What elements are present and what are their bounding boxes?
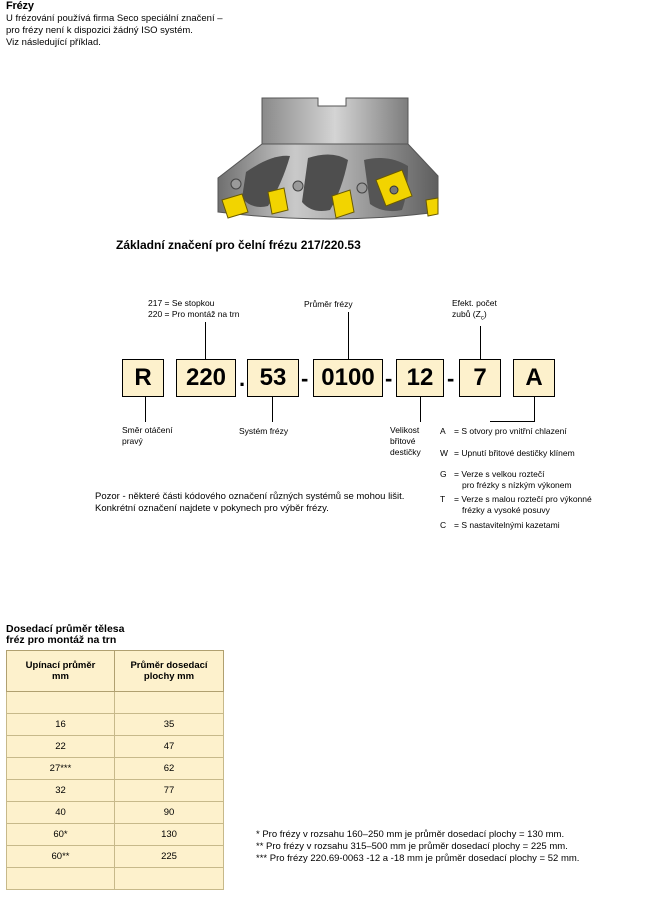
teeth-label-line: Efekt. počet: [452, 298, 497, 308]
legend-text: frézky a vysoké posuvy: [462, 505, 550, 515]
table-title: [6, 624, 124, 646]
table-row: [7, 802, 224, 824]
table-cell: 77: [115, 780, 224, 802]
table-cell: [7, 692, 115, 714]
table-row: [7, 758, 224, 780]
leader-line: [490, 421, 535, 422]
footnotes: [256, 829, 579, 865]
designation-title: Základní značení pro čelní frézu 217/220.53: [116, 238, 361, 252]
table-row: [7, 736, 224, 758]
teeth-label-close: ): [483, 309, 487, 319]
legend-item: [440, 494, 592, 516]
table-title-line: fréz pro montáž na trn: [6, 634, 117, 646]
table-cell: [115, 868, 224, 890]
type-label-line: 217 = Se stopkou: [148, 298, 215, 308]
insert-size-label: [390, 425, 421, 458]
code-box-diameter: 0100: [313, 359, 383, 397]
table-cell: 35: [115, 714, 224, 736]
code-separator: -: [447, 366, 455, 391]
legend-item: [440, 520, 560, 531]
column-header: [115, 651, 224, 692]
intro-line: pro frézy není k dispozici žádný ISO systém.: [6, 25, 193, 36]
legend-key: A: [440, 426, 446, 436]
legend-text: pro frézky s nízkým výkonem: [462, 480, 572, 490]
leader-line: [205, 322, 206, 359]
table-cell: 225: [115, 846, 224, 868]
column-header-text: plochy mm: [143, 671, 195, 682]
teeth-label-text: zubů (Z: [452, 309, 481, 319]
type-label: [148, 298, 239, 320]
legend-key: T: [440, 494, 446, 504]
teeth-label-line: [452, 309, 497, 325]
type-label-line: 220 = Pro montáž na trn: [148, 309, 240, 319]
legend-key: W: [440, 448, 449, 458]
legend-key: C: [440, 520, 447, 530]
insert-size-label-line: břitové: [390, 436, 416, 446]
system-label: Systém frézy: [239, 426, 289, 436]
table-row: [7, 824, 224, 846]
leader-line: [272, 397, 273, 422]
intro-line: Viz následující příklad.: [6, 37, 101, 48]
table-row: [7, 692, 224, 714]
code-separator: .: [239, 366, 246, 391]
face-mill-illustration: [212, 94, 448, 226]
code-box-variant: A: [513, 359, 555, 397]
table-cell: [115, 692, 224, 714]
table-title-line: Dosedací průměr tělesa: [6, 623, 125, 635]
table-row: [7, 780, 224, 802]
intro-text: [6, 13, 223, 49]
legend-text: = Verze s velkou roztečí: [454, 469, 545, 479]
rotation-label-line: Směr otáčení: [122, 425, 173, 435]
code-box-insert-size: 12: [396, 359, 444, 397]
column-header-text: Průměr dosedací: [130, 660, 208, 671]
table-cell: 90: [115, 802, 224, 824]
leader-line: [145, 397, 146, 422]
diameter-label: Průměr frézy: [304, 299, 353, 309]
footnote: * Pro frézy v rozsahu 160–250 mm je průměr dosedací plochy = 130 mm.: [256, 829, 565, 840]
table-cell: 32: [7, 780, 115, 802]
table-cell: 130: [115, 824, 224, 846]
legend-item: [440, 448, 575, 459]
legend-text: = S nastavitelnými kazetami: [454, 520, 560, 530]
table-cell: [7, 868, 115, 890]
table-cell: 60*: [7, 824, 115, 846]
code-separator: -: [301, 366, 309, 391]
seat-diameter-table: [6, 650, 224, 890]
teeth-subscript: c: [480, 315, 484, 322]
table-row: [7, 846, 224, 868]
insert-size-label-line: Velikost: [390, 425, 420, 435]
code-box-teeth: 7: [459, 359, 501, 397]
legend-key: G: [440, 469, 447, 479]
legend-text: = Upnutí břitové destičky klínem: [454, 448, 575, 458]
table-row: [7, 714, 224, 736]
note-line: Pozor - některé části kódového označení různých systémů se mohou lišit.: [95, 491, 405, 502]
footnote: ** Pro frézy v rozsahu 315–500 mm je průměr dosedací plochy = 225 mm.: [256, 841, 568, 852]
code-box-type: 220: [176, 359, 236, 397]
rotation-label: [122, 425, 173, 447]
table-cell: 22: [7, 736, 115, 758]
column-header-text: Upínací průměr: [25, 660, 96, 671]
insert-size-label-line: destičky: [390, 447, 421, 457]
legend-item: [440, 469, 572, 491]
note-line: Konkrétní označení najdete v pokynech pro výběr frézy.: [95, 503, 329, 514]
designation-note: [95, 491, 404, 515]
teeth-label: [452, 298, 497, 325]
table-cell: 40: [7, 802, 115, 824]
table-cell: 27***: [7, 758, 115, 780]
code-box-rotation: R: [122, 359, 164, 397]
table-header-row: [7, 651, 224, 692]
code-box-system: 53: [247, 359, 299, 397]
rotation-label-line: pravý: [122, 436, 143, 446]
code-separator: -: [385, 366, 393, 391]
leader-line: [348, 312, 349, 359]
table-row: [7, 868, 224, 890]
table-cell: 16: [7, 714, 115, 736]
page-title: Frézy: [6, 0, 34, 12]
table-cell: 60**: [7, 846, 115, 868]
leader-line: [420, 397, 421, 422]
intro-line: U frézování používá firma Seco speciální značení –: [6, 13, 223, 24]
legend-item: [440, 426, 567, 437]
leader-line: [534, 397, 535, 422]
column-header: [7, 651, 115, 692]
table-cell: 47: [115, 736, 224, 758]
legend-text: = Verze s malou roztečí pro výkonné: [454, 494, 592, 504]
legend-text: = S otvory pro vnitřní chlazení: [454, 426, 567, 436]
leader-line: [480, 326, 481, 359]
footnote: *** Pro frézy 220.69-0063 -12 a -18 mm je průměr dosedací plochy = 52 mm.: [256, 853, 580, 864]
column-header-text: mm: [52, 671, 69, 682]
table-cell: 62: [115, 758, 224, 780]
